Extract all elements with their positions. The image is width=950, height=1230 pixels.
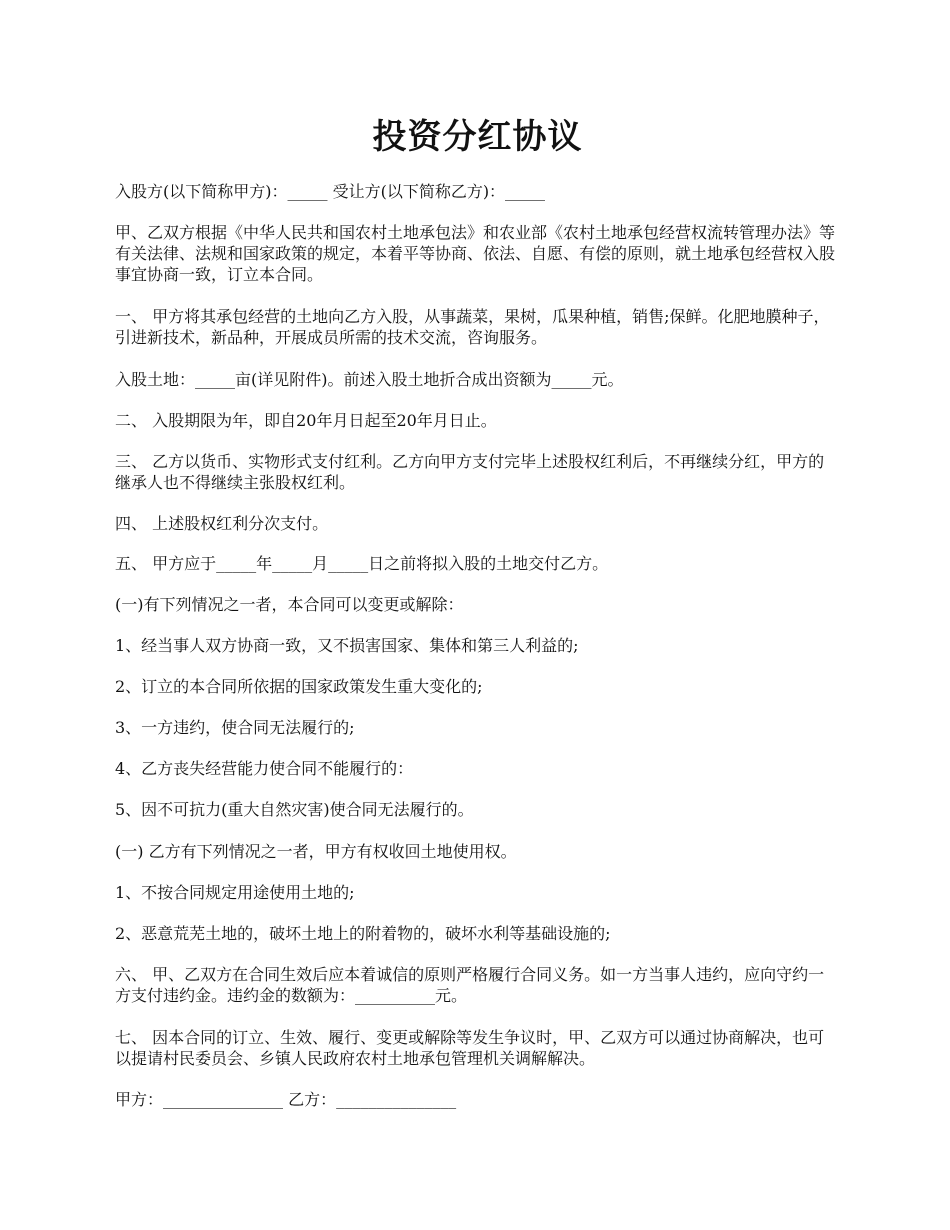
preamble-paragraph: 甲、乙双方根据《中华人民共和国农村土地承包法》和农业部《农村土地承包经营权流转管理办法》等有关法律、法规和国家政策的规定，本着平等协商、依法、自愿、有偿的原则，就土地承包经营权入股事宜协商一致，订立本合同。: [115, 223, 836, 284]
termination-item-1: 1、经当事人双方协商一致，又不损害国家、集体和第三人利益的;: [115, 636, 579, 655]
clause-4-paragraph: 四、 上述股权红利分次支付。: [115, 514, 329, 533]
party-intro-line: 入股方(以下简称甲方)：_____ 受让方(以下简称乙方)：_____: [115, 182, 546, 201]
revocation-item-1: 1、不按合同规定用途使用土地的;: [115, 883, 355, 902]
termination-heading: (一)有下列情况之一者，本合同可以变更或解除：: [115, 595, 464, 614]
termination-item-3: 3、一方违约，使合同无法履行的;: [115, 718, 355, 737]
clause-7-paragraph: 七、 因本合同的订立、生效、履行、变更或解除等发生争议时，甲、乙双方可以通过协商解决，也可以提请村民委员会、乡镇人民政府农村土地承包管理机关调解解决。: [115, 1028, 825, 1068]
signature-line: 甲方：_______________ 乙方：_______________: [115, 1090, 457, 1109]
termination-item-5: 5、因不可抗力(重大自然灾害)使合同无法履行的。: [115, 800, 474, 819]
termination-item-4: 4、乙方丧失经营能力使合同不能履行的：: [115, 759, 414, 778]
document-title: 投资分红协议: [372, 117, 583, 157]
revocation-item-2: 2、恶意荒芜土地的，破坏土地上的附着物的，破坏水利等基础设施的;: [115, 924, 611, 943]
land-share-line: 入股土地：_____亩(详见附件)。前述入股土地折合成出资额为_____元。: [115, 370, 624, 389]
clause-1-paragraph: 一、 甲方将其承包经营的土地向乙方入股，从事蔬菜，果树，瓜果种植，销售;保鲜。化肥地膜种子，引进新技术，新品种，开展成员所需的技术交流，咨询服务。: [115, 307, 830, 347]
clause-3-paragraph: 三、 乙方以货币、实物形式支付红利。乙方向甲方支付完毕上述股权红利后，不再继续分红，甲方的继承人也不得继续主张股权红利。: [115, 452, 825, 492]
termination-item-2: 2、订立的本合同所依据的国家政策发生重大变化的;: [115, 677, 483, 696]
clause-2-paragraph: 二、 入股期限为年，即自20年月日起至20年月日止。: [115, 411, 497, 430]
clause-5-paragraph: 五、 甲方应于_____年_____月_____日之前将拟入股的土地交付乙方。: [115, 554, 609, 573]
revocation-heading: (一) 乙方有下列情况之一者，甲方有权收回土地使用权。: [115, 842, 517, 861]
clause-6-paragraph: 六、 甲、乙双方在合同生效后应本着诚信的原则严格履行合同义务。如一方当事人违约，应向守约一方支付违约金。违约金的数额为：__________元。: [115, 965, 825, 1005]
